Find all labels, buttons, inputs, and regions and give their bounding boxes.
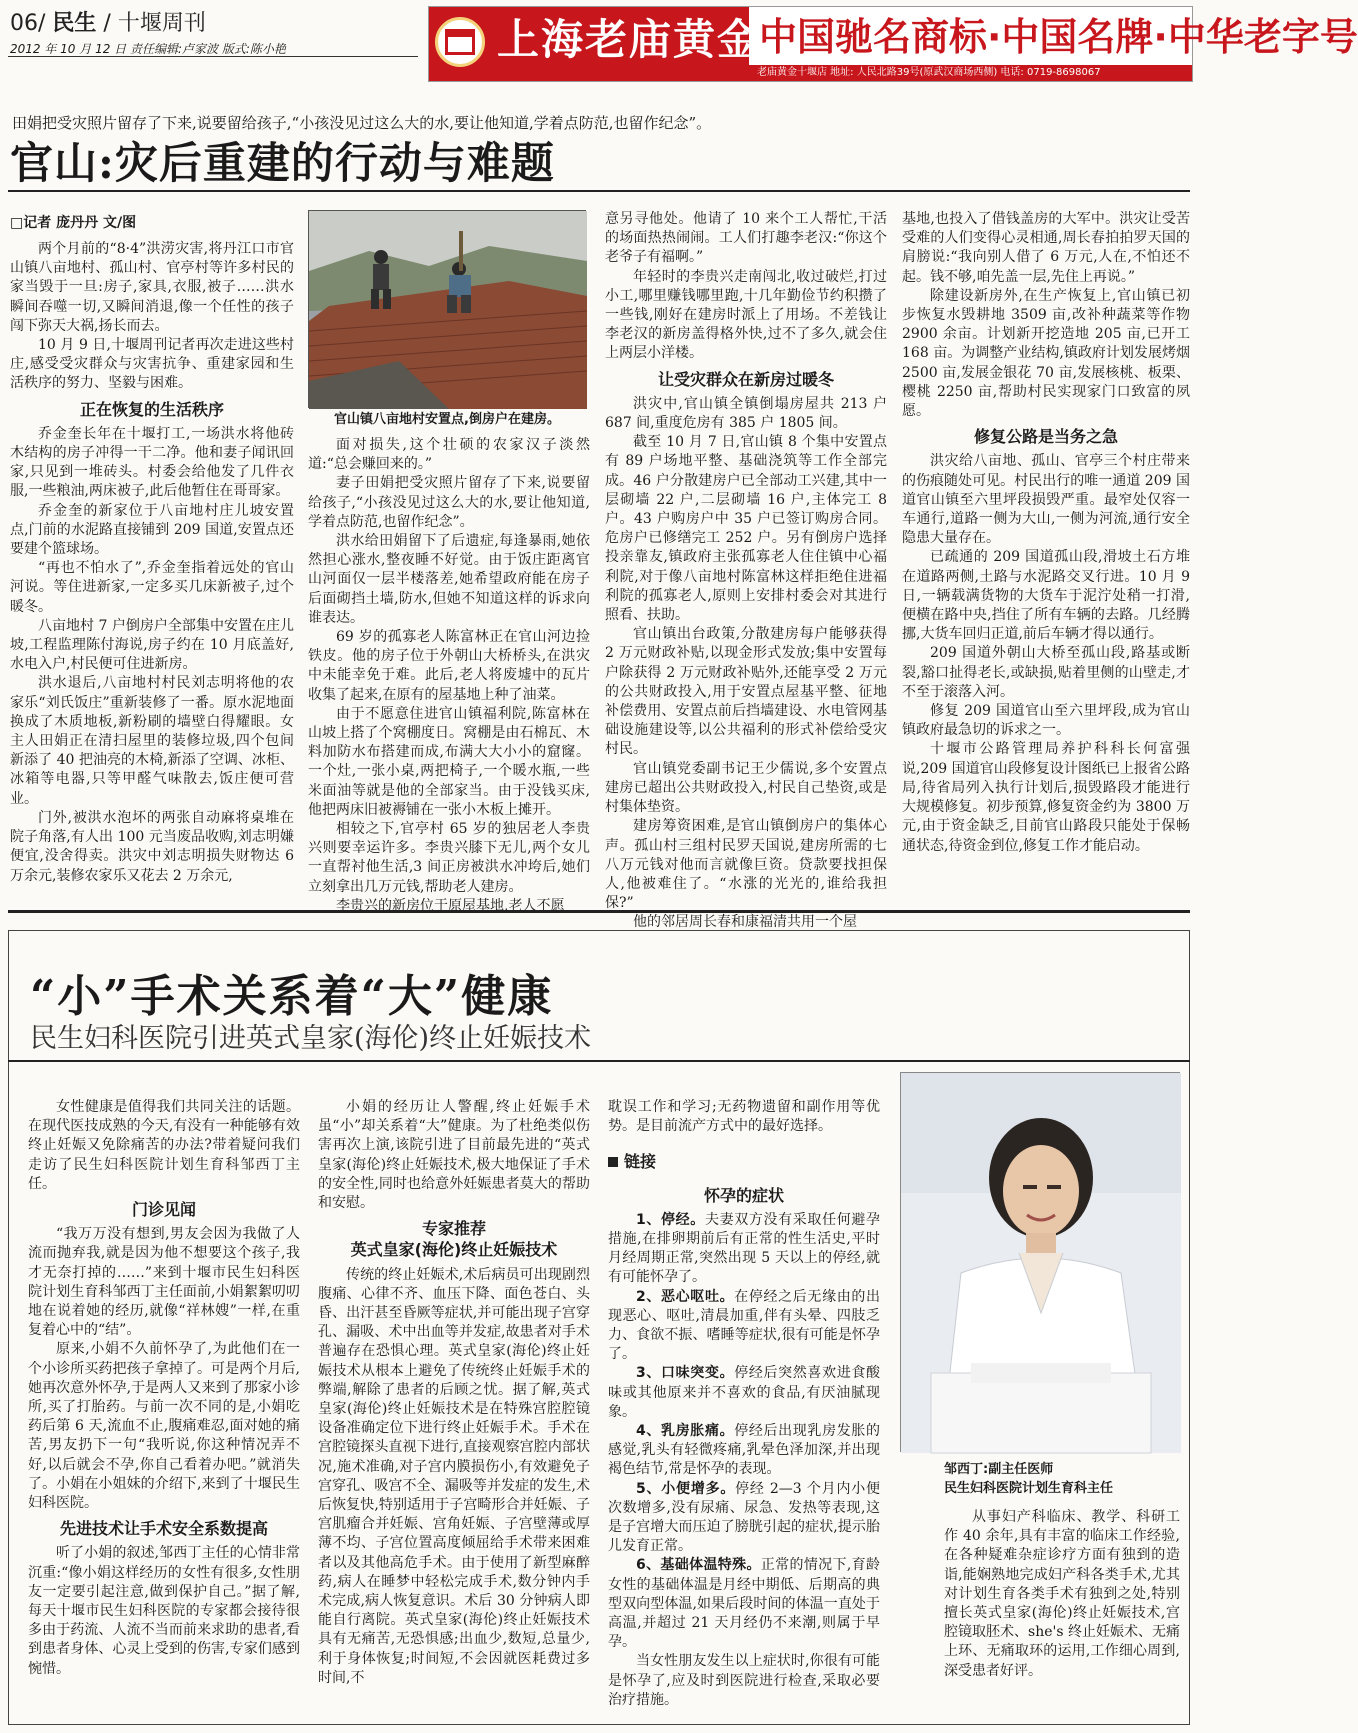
workers-on-wall-image: [309, 211, 587, 409]
page-header: [0, 0, 1358, 88]
symptom-item: [608, 1211, 880, 1288]
paragraph: 69 岁的孤寡老人陈富林正在官山河边捡铁皮。他的房子位于外朝山大桥桥头,在洪灾中未能幸免于难。此后,老人将废墟中的瓦片收集了起来,在原有的屋基地上种了油菜。: [308, 629, 590, 703]
paragraph: 乔金奎长年在十堰打工,一场洪水将他砖木结构的房子冲得一干二净。他和妻子闻讯回家,只见到一堆砖头。村委会给他发了几件衣服,一些粮油,两床被子,此后他暂住在哥哥家。: [10, 425, 294, 500]
issue-meta: 2012 年 10 月 12 日 责任编辑:卢家波 版式:陈小艳: [10, 42, 286, 56]
paragraph: 女性健康是值得我们共同关注的话题。在现代医技成熟的今天,有没有一种能够有效终止妊娠又免除痛苦的办法?带着疑问我们走访了民生妇科医院计划生育科邹西丁主任。: [28, 1099, 300, 1192]
paragraph: 洪水给田娟留下了后遗症,每逢暴雨,她依然担心涨水,整夜睡不好觉。由于饭庄距离官山河面仅一层半楼落差,她希望政府能在房子后面砌挡土墙,防水,但她不知道这样的诉求向谁表达。: [308, 533, 590, 626]
paragraph: 八亩地村 7 户倒房户全部集中安置在庄儿坡,工程监理陈付海说,房子约在 10 月底盖好,水电入户,村民便可住进新房。: [10, 617, 294, 673]
advertorial-subtitle: 民生妇科医院引进英式皇家(海伦)终止妊娠技术: [30, 1023, 592, 1054]
paragraph: 洪水退后,八亩地村村民刘志明将他的农家乐“刘氏饭庄”重新装修了一番。原水泥地面换成了木质地板,新粉刷的墙壁白得耀眼。女主人田娟正在清扫屋里的装修垃圾,四个包间新添了 40 把油亮的木椅,新添了空调、冰柜、冰箱等电器,只等甲醛气味散去,饭庄便可营业。: [10, 675, 294, 807]
paragraph: 传统的终止妊娠术,术后病员可出现剧烈腹痛、心律不齐、血压下降、面色苍白、头昏、出汗甚至昏厥等症状,并可能出现子宫穿孔、漏吸、术中出血等并发症,故患者对手术普遍存在恐惧心理。英式皇家(海伦)终止妊娠技术从根本上避免了传统终止妊娠手术的弊端,解除了患者的后顾之忧。据了解,英式皇家(海伦)终止妊娠技术是在特殊宫腔腔镜设备准确定位下进行终止妊娠手术。手术在宫腔镜探头直视下进行,直接观察宫腔内部状况,施术准确,对子宫内膜损伤小,有效避免子宫穿孔、吸宫不全、漏吸等并发症的发生,术后恢复快,特别适用于子宫畸形合并妊娠、子宫肌瘤合并妊娠、宫角妊娠、子宫壁薄或厚薄不均、子宫位置高度倾屈给手术带来困难者以及其他高危手术。由于使用了新型麻醉药,病人在睡梦中轻松完成手术,数分钟内手术完成,病人恢复意识。术后 30 分钟病人即能自行离院。英式皇家(海伦)终止妊娠技术具有无痛苦,无恐惧感;出血少,数短,总量少,利于身体恢复;时间短,不会因就医耗费过多时间,不: [318, 1266, 590, 1686]
link-heading-label: 链接: [624, 1152, 657, 1172]
paragraph: 官山镇党委副书记王少儒说,多个安置点建房已超出公共财政投入,村民自己垫资,或是村集体垫资。: [605, 760, 887, 816]
symptom-item: [608, 1556, 880, 1652]
subheading: 正在恢复的生活秩序: [79, 399, 224, 419]
section-name: 民生: [52, 11, 97, 36]
symptom-text: 正常的情况下,育龄女性的基础体温是月经中期低、后期高的典型双向型体温,如果后段时间的体温一直处于高温,并超过 21 天月经仍不来潮,则属于早孕。: [608, 1557, 880, 1651]
doctor-caption: [944, 1460, 1180, 1498]
paper-name: 十堰周刊: [117, 11, 206, 36]
paragraph: 意另寻他处。他请了 10 来个工人帮忙,干活的场面热热闹闹。工人们打趣李老汉:“你这个老爷子有福啊。”: [605, 211, 887, 266]
paragraph: “我万万没有想到,男友会因为我做了人流而抛弃我,就是因为他不想要这个孩子,我才无奈打掉的……”来到十堰市民生妇科医院计划生育科邹西丁主任面前,小娟絮絮叨叨地在说着她的经历,就像“祥林嫂”一样,在重复着心中的“结”。: [28, 1226, 300, 1339]
article-title: 官山:灾后重建的行动与难题: [10, 139, 555, 189]
subtitle-rule: [8, 1060, 1190, 1062]
article2-column-3: [608, 1098, 880, 1718]
temple-logo-icon: [435, 17, 485, 67]
symptom-item: [608, 1422, 880, 1480]
paragraph: 他的邻居周长春和康福清共用一个屋: [633, 914, 857, 931]
paragraph: 十堰市公路管理局养护科科长何富强说,209 国道官山段修复设计图纸已上报省公路局,待省局列入执行计划后,损毁路段才能进行大规模修复。初步预算,修复资金约为 3800 万元,由于资金缺乏,目前官山路段只能处于保畅通状态,待资金到位,修复工作才能启动。: [902, 741, 1190, 854]
symptom-item: [608, 1364, 880, 1422]
paragraph: 当女性朋友发生以上症状时,你很有可能是怀孕了,应及时到医院进行检查,采取必要治疗措施。: [608, 1653, 880, 1708]
ad-address: 老庙黄金十堰店 地址: 人民北路39号(原武汉商场西侧) 电话: 0719-8698067: [749, 65, 1192, 81]
subheading: 专家推荐: [421, 1219, 486, 1239]
symptom-title: 6、基础体温特殊。: [636, 1557, 761, 1574]
doctor-portrait-image: [901, 1073, 1181, 1453]
byline: □记者 庞丹丹 文/图: [10, 215, 137, 231]
subheading: 门诊见闻: [131, 1200, 196, 1220]
doctor-photo: [900, 1072, 1180, 1452]
symptom-text: 停经 2—3 个月内小便次数增多,没有尿痛、尿急、发热等表现,这是子宫增大而压迫了膀胱引起的症状,提示胎儿发育正常。: [608, 1480, 880, 1555]
article2-column-1: [28, 1098, 300, 1718]
symptom-text: 停经后突然喜欢进食酸味或其他原来并不喜欢的食品,有厌油腻现象。: [608, 1365, 880, 1420]
paragraph: 基地,也投入了借钱盖房的大军中。洪灾让受苦受难的人们变得心灵相通,周长春拍拍罗天国的肩膀说:“我向别人借了 6 万元,人在,不怕还不起。钱不够,咱先盖一层,先住上再说。”: [902, 211, 1190, 285]
subheading: 英式皇家(海伦)终止妊娠技术: [350, 1240, 558, 1260]
doctor-department: 民生妇科医院计划生育科主任: [944, 1481, 1114, 1496]
symptom-text: 停经后出现乳房发胀的感觉,乳头有轻微疼痛,乳晕色泽加深,并出现褐色结节,常是怀孕的表现。: [608, 1423, 880, 1478]
photo-caption: 官山镇八亩地村安置点,倒房户在建房。: [334, 412, 560, 427]
paragraph: 相较之下,官亭村 65 岁的独居老人李贵兴则要幸运许多。李贵兴膝下无儿,两个女儿一直帮衬他生活,3 间正房被洪水冲垮后,她们立刻拿出几万元钱,帮助老人建房。: [308, 821, 590, 895]
paragraph: 小娟的经历让人警醒,终止妊娠手术虽“小”却关系着“大”健康。为了杜绝类似伤害再次上演,该院引进了目前最先进的“英式皇家(海伦)终止妊娠技术,极大地保证了手术的安全性,同时也给意外妊娠患者莫大的帮助和安慰。: [318, 1099, 590, 1212]
header-rule: [8, 56, 418, 57]
paragraph: “再也不怕水了”,乔金奎指着远处的官山河说。等住进新家,一定多买几床新被子,过个暖冬。: [10, 560, 294, 615]
paragraph: 两个月前的“8·4”洪涝灾害,将丹江口市官山镇八亩地村、孤山村、官亭村等许多村民的家当毁于一旦:房子,家具,衣服,被子……洪水瞬间吞噬一切,又瞬间消退,像一个任性的孩子闯下弥天大祸,扬长而去。: [10, 241, 294, 334]
paragraph: 除建设新房外,在生产恢复上,官山镇已初步恢复水毁耕地 3509 亩,改补种蔬菜等作物 2900 余亩。计划新开挖造地 205 亩,已开工 168 亩。为调整产业结构,镇政府计划发展烤烟 2500 亩,发展金银花 70 亩,发展核桃、板栗、樱桃 2250 亩,帮助村民实现家门口致富的夙愿。: [902, 287, 1190, 420]
doctor-bio: [944, 1508, 1180, 1681]
symptom-text: 在停经之后无缘由的出现恶心、呕吐,清晨加重,伴有头晕、四肢乏力、食欲不振、嗜睡等症状,很有可能是怀孕了。: [608, 1288, 880, 1363]
advertisement-banner[interactable]: [428, 6, 1358, 82]
symptom-text: 夫妻双方没有采取任何避孕措施,在排卵期前后有正常的性生活史,平时月经周期正常,突然出现 5 天以上的停经,就有可能怀孕了。: [608, 1211, 880, 1286]
paragraph: 建房筹资困难,是官山镇倒房户的集体心声。孤山村三组村民罗天国说,建房所需的七八万元钱对他而言就像巨资。贷款要找担保人,他被难住了。“水涨的光光的,谁给我担保?”: [605, 818, 887, 912]
paragraph: 从事妇产科临床、教学、科研工作 40 余年,具有丰富的临床工作经验,在各种疑难杂症诊疗方面有独到的造诣,能娴熟地完成妇产科各类手术,尤其对计划生育各类手术有独到之处,特别擅长英式皇家(海伦)终止妊娠技术,宫腔镜取胚术、she's 终止妊娠术、无痛上环、无痛取环的运用,工作细心周到,深受患者好评。: [944, 1509, 1180, 1679]
paragraph: 乔金奎的新家位于八亩地村庄儿坡安置点,门前的水泥路直接铺到 209 国道,安置点还要建个篮球场。: [10, 502, 294, 558]
paragraph: 修复 209 国道官山至六里坪段,成为官山镇政府最急切的诉求之一。: [902, 703, 1190, 739]
ad-brand: 上海老庙黄金: [497, 15, 762, 64]
advertorial-title: “小”手术关系着“大”健康: [30, 971, 554, 1022]
section-divider: [8, 910, 1190, 913]
paragraph: 原来,小娟不久前怀孕了,为此他们在一个小诊所买药把孩子拿掉了。可是两个月后,她再次意外怀孕,于是两人又来到了那家小诊所,买了打胎药。与前一次不同的是,小娟吃药后第 6 天,流血不止,腹痛难忍,面对她的痛苦,男友扔下一句“我听说,你这种情况弄不好,以后就会不孕,你自己看着办吧。”就消失了。小娟在小姐妹的介绍下,来到了十堰民生妇科医院。: [28, 1341, 300, 1512]
article1-column-4: [902, 210, 1190, 906]
article1-column-3: [605, 210, 887, 931]
reconstruction-photo: [308, 210, 586, 408]
symptom-title: 2、恶心呕吐。: [636, 1288, 735, 1305]
article2-column-2: [318, 1098, 590, 1718]
title-rule: [8, 190, 1190, 192]
page-number: 06/: [10, 11, 46, 36]
paragraph: 已疏通的 209 国道孤山段,滑坡土石方堆在道路两侧,土路与水泥路交叉行进。10 月 9 日,一辆载满货物的大货车于泥泞处稍一打滑,便横在路中央,挡住了所有车辆的去路。几经腾挪,大货车回归正道,前后车辆才得以通行。: [902, 549, 1190, 643]
paragraph: 听了小娟的叙述,邹西丁主任的心情非常沉重:“像小娟这样经历的女性有很多,女性朋友一定要引起注意,做到保护自己。”据了解,每天十堰市民生妇科医院的专家都会接待很多由于药流、人流不当而前来求助的患者,看到患者身体、心灵上受到的伤害,专家们感到惋惜。: [28, 1545, 300, 1677]
subheading: 让受灾群众在新房过暖冬: [657, 369, 834, 389]
subheading: 先进技术让手术安全系数提高: [59, 1519, 268, 1539]
paragraph: 妻子田娟把受灾照片留存了下来,说要留给孩子,“小孩没见过这么大的水,要让他知道,学着点防范,也留作纪念”。: [308, 475, 590, 530]
paragraph: 年轻时的李贵兴走南闯北,收过破烂,打过小工,哪里赚钱哪里跑,十几年勤俭节约积攒了一些钱,刚好在建房时派上了用场。不差钱让李老汉的新房盖得格外快,过不了多久,就会住上两层小洋楼。: [605, 268, 887, 362]
paragraph: 10 月 9 日,十堰周刊记者再次走进这些村庄,感受受灾群众与灾害抗争、重建家园和生活秩序的努力、坚毅与困难。: [10, 337, 294, 392]
paragraph: 209 国道外朝山大桥至孤山段,路基或断裂,豁口扯得老长,或缺损,贴着里侧的山壁走,才不至于滚落入河。: [902, 645, 1190, 700]
article1-column-2: [308, 436, 590, 914]
doctor-name-title: 邹西丁:副主任医师: [944, 1462, 1054, 1477]
symptom-item: [608, 1480, 880, 1557]
paragraph: 耽误工作和学习;无药物遗留和副作用等优势。是目前流产方式中的最好选择。: [608, 1099, 880, 1135]
symptom-title: 4、乳房胀痛。: [636, 1423, 735, 1440]
symptom-title: 3、口味突变。: [636, 1365, 735, 1382]
paragraph: 洪灾中,官山镇全镇倒塌房屋共 213 户 687 间,重度危房有 385 户 1805 间。: [605, 395, 887, 432]
paragraph: 由于不愿意住进官山镇福利院,陈富林在山坡上搭了个窝棚度日。窝棚是由石棉瓦、木料加防水布搭建而成,布满大大小小的窟窿。一个灶,一张小桌,两把椅子,一个暖水瓶,一些米面油等就是他的全部家当。由于没钱买床,他把两床旧被褥铺在一张小木板上摊开。: [308, 705, 590, 818]
article-lead: 田娟把受灾照片留存了下来,说要留给孩子,“小孩没见过这么大的水,要让他知道,学着点防范,也留作纪念”。: [12, 114, 712, 132]
symptom-item: [608, 1288, 880, 1365]
paragraph: 洪灾给八亩地、孤山、官亭三个村庄带来的伤痕随处可见。村民出行的唯一通道 209 国道官山镇至六里坪段损毁严重。最窄处仅容一车通行,道路一侧为大山,一侧为河流,通行安全隐患大量存在。: [902, 453, 1190, 547]
page-section-label: 06/ 民生 / 十堰周刊: [10, 11, 206, 36]
link-heading: [608, 1152, 880, 1171]
paragraph: 李贵兴的新房位于原屋基地,老人不愿: [336, 897, 565, 914]
square-bullet-icon: [608, 1157, 618, 1167]
paragraph: 截至 10 月 7 日,官山镇 8 个集中安置点有 89 户场地平整、基础浇筑等工作全部完成。46 户分散建房户已全部动工兴建,其中一层砌墙 22 户,二层砌墙 16 户,主体完工 8 户。43 户购房户中 35 户已签订购房合同。危房户已修缮完工 252 户。另有倒房户选择投亲靠友,镇政府主张孤寡老人住住镇中心福利院,对于像八亩地村陈富林这样拒绝住进福利院的孤寡老人,原则上安排村委会对其进行照看、扶助。: [605, 434, 887, 624]
article1-column-1: [10, 240, 294, 905]
paragraph: 面对损失,这个壮硕的农家汉子淡然道:“总会赚回来的。”: [308, 437, 590, 473]
ad-slogan: 中国驰名商标·中国名牌·中华老字号: [759, 15, 1358, 59]
symptom-title: 5、小便增多。: [636, 1480, 736, 1497]
symptom-title: 1、停经。: [636, 1211, 705, 1228]
paragraph: 官山镇出台政策,分散建房每户能够获得 2 万元财政补贴,以现金形式发放;集中安置每户除获得 2 万元财政补贴外,还能享受 2 万元的公共财政投入,用于安置点屋基平整、征地补偿费用、安置点前后挡墙建设、水电管网基础设施建设等,以公共福利的形式补偿给受灾村民。: [605, 626, 887, 758]
paragraph: 门外,被洪水泡坏的两张自动麻将桌堆在院子角落,有人出 100 元当废品收购,刘志明嫌便宜,没舍得卖。洪灾中刘志明损失财物达 6 万余元,装修农家乐又花去 2 万余元,: [10, 809, 294, 884]
subheading: 修复公路是当务之急: [973, 427, 1118, 447]
subheading: 怀孕的症状: [703, 1185, 784, 1205]
